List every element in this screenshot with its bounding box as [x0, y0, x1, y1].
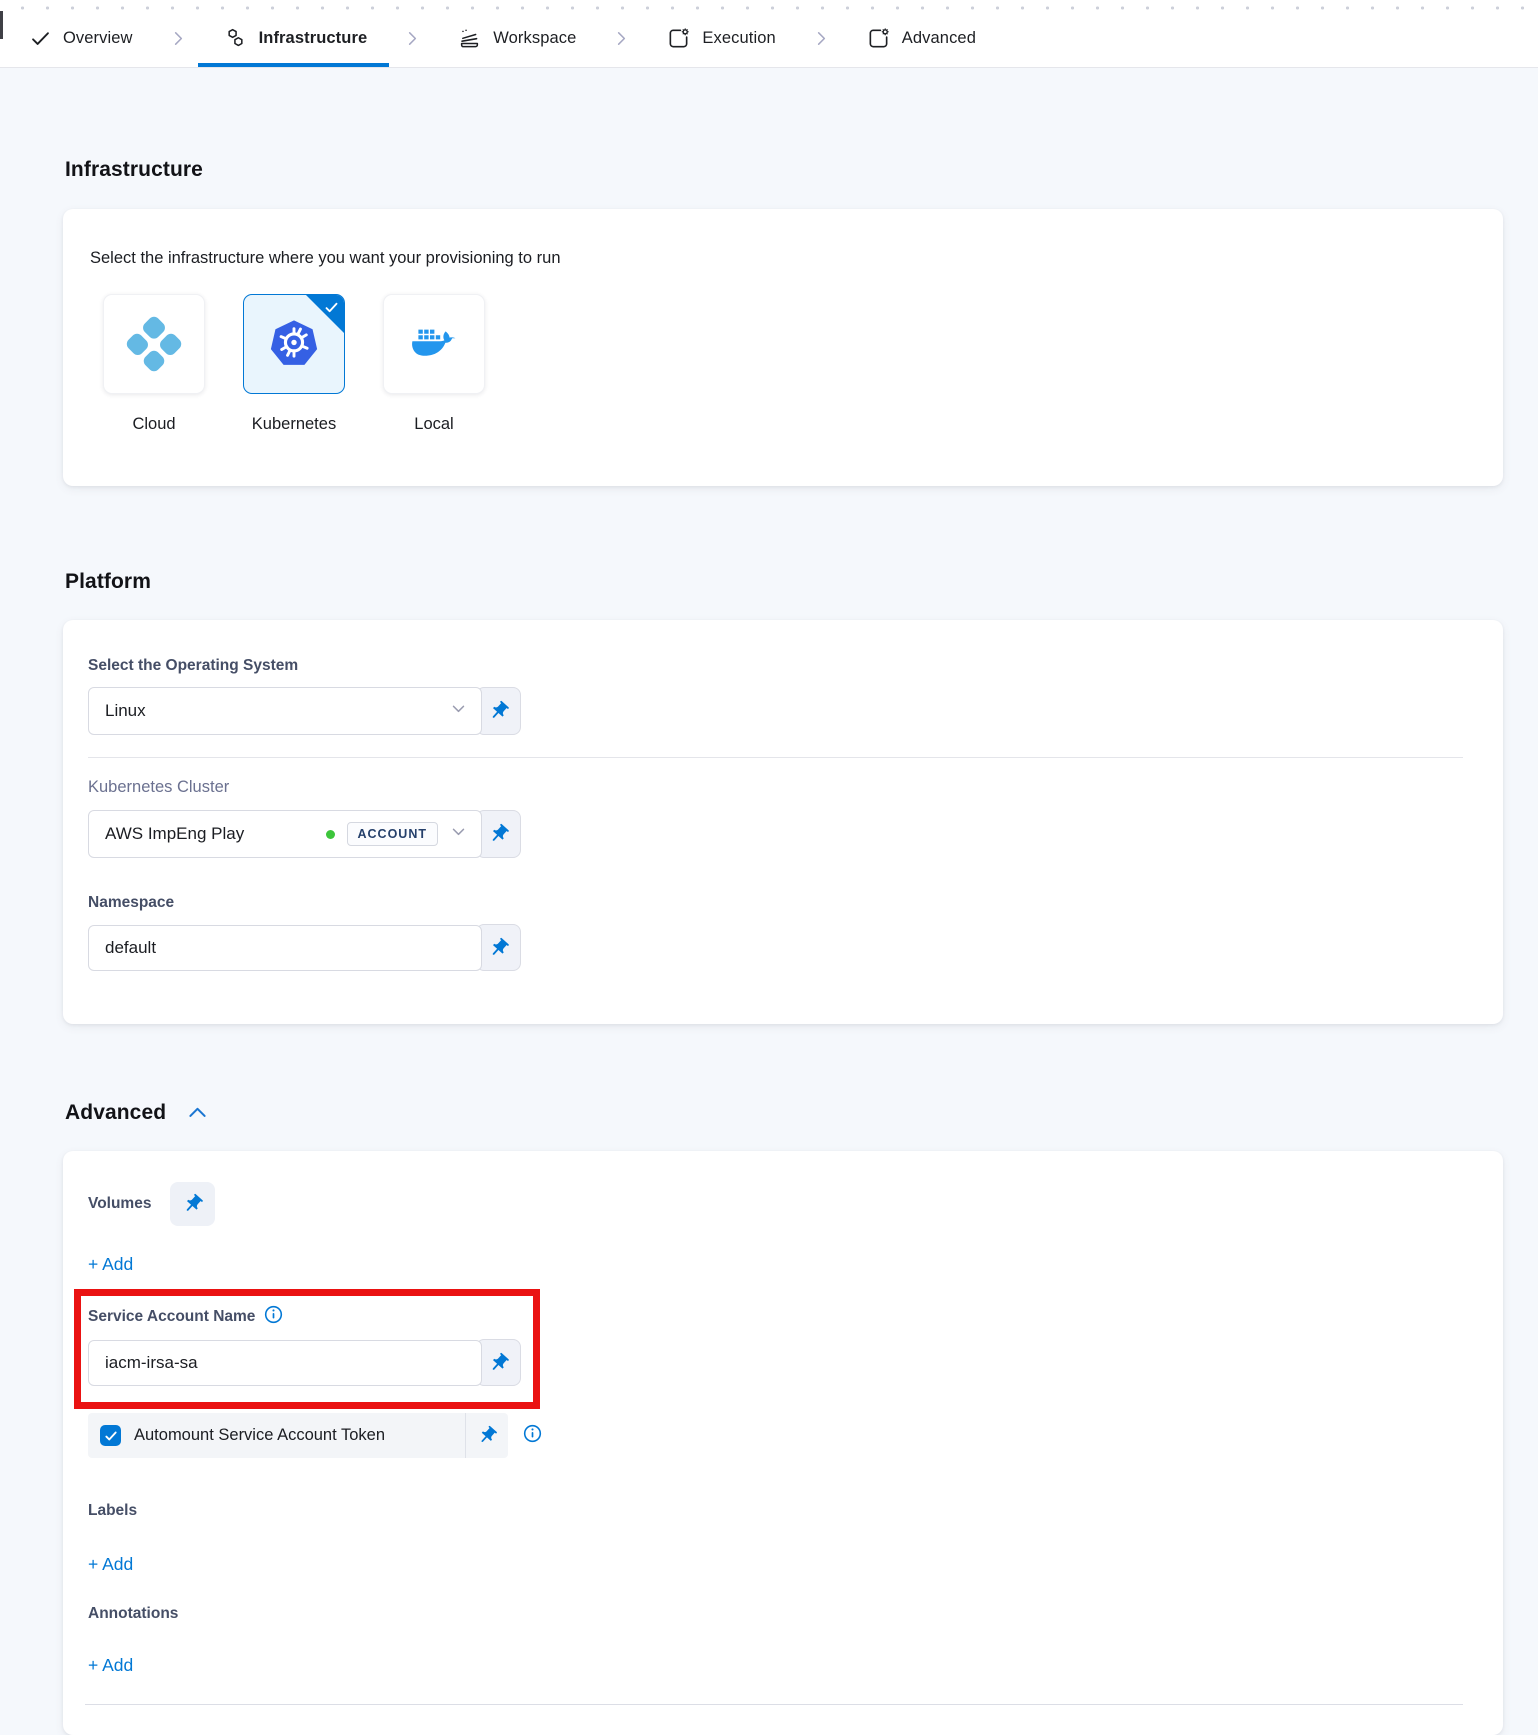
- tab-overview-label: Overview: [63, 29, 133, 47]
- namespace-input[interactable]: [105, 938, 467, 958]
- volumes-row: [88, 1182, 1463, 1226]
- infrastructure-card: [63, 209, 1503, 486]
- service-account-label: Service Account Name: [88, 1308, 256, 1325]
- highlight-red-rectangle: [74, 1289, 540, 1409]
- service-account-label-row: [88, 1305, 533, 1329]
- cluster-select[interactable]: [88, 810, 482, 858]
- wizard-tabbar: [0, 10, 1538, 68]
- selected-check-icon: [324, 300, 339, 320]
- cluster-select-row: [88, 810, 1463, 858]
- automount-outer-row: [88, 1409, 1463, 1458]
- automount-checkbox[interactable]: [100, 1425, 121, 1446]
- window-edge-artifact: [0, 11, 3, 39]
- volumes-add-button[interactable]: + Add: [88, 1254, 134, 1274]
- chevron-right-icon: [613, 30, 630, 47]
- advanced-section-heading: [65, 1101, 1538, 1125]
- labels-add-button[interactable]: + Add: [88, 1554, 134, 1574]
- advanced-bottom-divider: [85, 1704, 1463, 1705]
- service-account-input[interactable]: [105, 1353, 467, 1373]
- tile-cloud-label: Cloud: [132, 415, 176, 433]
- docker-whale-icon: [410, 318, 458, 371]
- platform-section-heading: Platform: [65, 570, 151, 593]
- volumes-label: Volumes: [88, 1195, 152, 1212]
- chevron-right-icon: [404, 30, 421, 47]
- connector-status-dot: [326, 830, 335, 839]
- tile-local[interactable]: [383, 294, 485, 394]
- advanced-heading-text: Advanced: [65, 1101, 167, 1124]
- os-select-value: Linux: [105, 701, 146, 720]
- tab-execution-label: Execution: [702, 29, 776, 47]
- service-account-field: [88, 1340, 482, 1386]
- tab-workspace[interactable]: [458, 10, 576, 67]
- tab-overview[interactable]: [30, 10, 133, 67]
- workspace-stack-icon: [458, 27, 481, 50]
- tile-cloud-wrap: [103, 294, 205, 434]
- platform-divider: [88, 757, 1463, 758]
- infrastructure-prompt: Select the infrastructure where you want your provisioning to run: [90, 249, 561, 267]
- chevron-down-icon[interactable]: [450, 823, 467, 845]
- service-account-pin-button[interactable]: [476, 1339, 521, 1386]
- infrastructure-hexagons-icon: [224, 27, 247, 50]
- collapse-chevron-up-icon[interactable]: [188, 1101, 207, 1125]
- labels-label: Labels: [88, 1502, 138, 1519]
- tab-infrastructure-label: Infrastructure: [258, 29, 368, 47]
- namespace-row: [88, 924, 1463, 971]
- check-icon: [30, 28, 51, 49]
- stage-gear-icon: [867, 27, 890, 50]
- namespace-pin-button[interactable]: [476, 924, 521, 971]
- active-tab-underline: [198, 63, 390, 67]
- namespace-field: [88, 925, 482, 971]
- dotted-background-strip: [0, 0, 1538, 10]
- namespace-label: Namespace: [88, 894, 175, 911]
- info-icon[interactable]: [523, 1424, 542, 1443]
- tab-advanced[interactable]: [867, 10, 976, 67]
- tile-local-label: Local: [414, 415, 454, 433]
- tile-kubernetes-wrap: [243, 294, 345, 434]
- automount-row: [88, 1413, 508, 1458]
- tab-advanced-label: Advanced: [901, 29, 976, 47]
- stage-gear-icon: [667, 27, 690, 50]
- annotations-add-button[interactable]: + Add: [88, 1655, 134, 1675]
- tile-kubernetes[interactable]: [243, 294, 345, 394]
- cluster-pin-button[interactable]: [476, 810, 521, 858]
- infrastructure-tiles: [103, 294, 1503, 434]
- advanced-card: [63, 1151, 1503, 1735]
- chevron-right-icon: [813, 30, 830, 47]
- cloud-icon: [124, 314, 183, 373]
- tile-local-wrap: [383, 294, 485, 434]
- annotations-label: Annotations: [88, 1605, 179, 1622]
- scope-badge: ACCOUNT: [347, 822, 439, 846]
- os-select[interactable]: [88, 687, 482, 735]
- page-content: [0, 158, 1538, 1735]
- tile-cloud[interactable]: [103, 294, 205, 394]
- automount-pin-button[interactable]: [466, 1425, 508, 1446]
- os-select-row: [88, 687, 1463, 735]
- tab-workspace-label: Workspace: [493, 29, 577, 47]
- cluster-label: Kubernetes Cluster: [88, 778, 230, 796]
- automount-label: Automount Service Account Token: [134, 1426, 386, 1444]
- os-pin-button[interactable]: [476, 687, 521, 735]
- info-icon[interactable]: [264, 1305, 283, 1329]
- volumes-pin-button[interactable]: [170, 1182, 215, 1226]
- cluster-select-value: AWS ImpEng Play: [105, 824, 245, 843]
- tile-kubernetes-label: Kubernetes: [251, 415, 337, 433]
- chevron-down-icon[interactable]: [450, 700, 467, 722]
- tab-execution[interactable]: [667, 10, 775, 67]
- platform-card: [63, 620, 1503, 1024]
- chevron-right-icon: [170, 30, 187, 47]
- infrastructure-section-heading: Infrastructure: [65, 158, 203, 181]
- os-label: Select the Operating System: [88, 657, 299, 674]
- service-account-row: [88, 1339, 533, 1386]
- tab-infrastructure[interactable]: [224, 10, 368, 67]
